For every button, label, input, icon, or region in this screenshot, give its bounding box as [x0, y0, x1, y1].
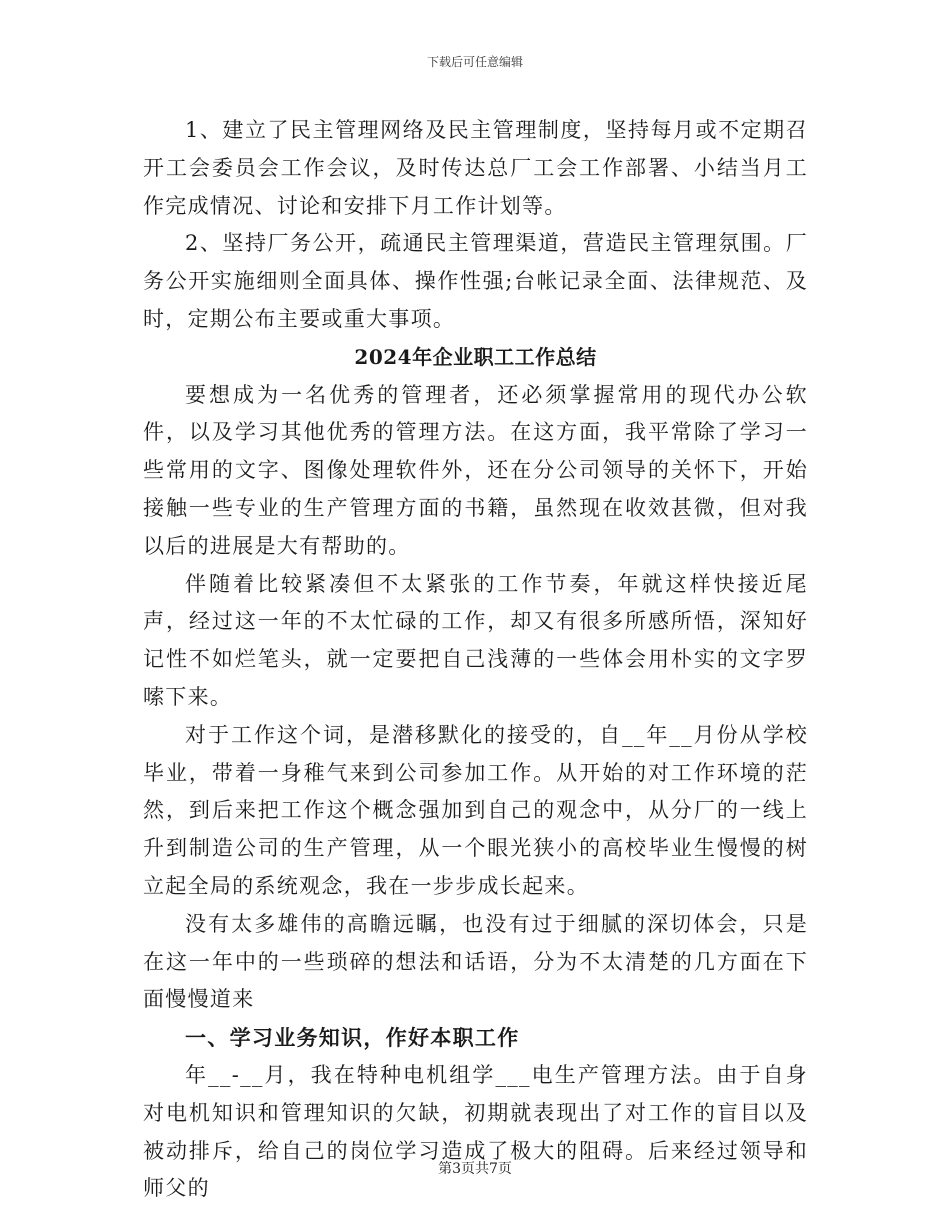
- paragraph-3: 要想成为一名优秀的管理者，还必须掌握常用的现代办公软件，以及学习其他优秀的管理方法。在这方面，我平常除了学习一些常用的文字、图像处理软件外，还在分公司领导的关怀下，开始接触一些专业的生产管理方面的书籍，虽然现在收效甚微，但对我以后的进展是大有帮助的。: [143, 382, 808, 558]
- paragraph-1: 1、建立了民主管理网络及民主管理制度，坚持每月或不定期召开工会委员会工作会议，及时传达总厂工会工作部署、小结当月工作完成情况、讨论和安排下月工作计划等。: [143, 118, 808, 218]
- paragraph-6: 没有太多雄伟的高瞻远瞩，也没有过于细腻的深切体会，只是在这一年中的一些琐碎的想法和话语，分为不太清楚的几方面在下面慢慢道来: [143, 911, 808, 1012]
- section-heading-1: 一、学习业务知识，作好本职工作: [185, 1025, 520, 1051]
- document-title: 2024年企业职工工作总结: [354, 344, 597, 369]
- page-header: 下载后可任意编辑: [426, 55, 523, 69]
- document-body: [143, 112, 808, 1208]
- paragraph-4: 伴随着比较紧凑但不太紧张的工作节奏，年就这样快接近尾声，经过这一年的不太忙碌的工作，却又有很多所感所悟，深知好记性不如烂笔头，就一定要把自己浅薄的一些体会用朴实的文字罗嗦下来。: [143, 571, 808, 709]
- paragraph-2: 2、坚持厂务公开，疏通民主管理渠道，营造民主管理氛围。厂务公开实施细则全面具体、操作性强;台帐记录全面、法律规范、及时，定期公布主要或重大事项。: [143, 231, 808, 331]
- paragraph-7: 年__-__月，我在特种电机组学___电生产管理方法。由于自身对电机知识和管理知识的欠缺，初期就表现出了对工作的盲目以及被动排斥，给自己的岗位学习造成了极大的阻碍。后来经过领导和师父的: [143, 1062, 808, 1201]
- paragraph-5: 对于工作这个词，是潜移默化的接受的，自__年__月份从学校毕业，带着一身稚气来到公司参加工作。从开始的对工作环境的茫然，到后来把工作这个概念强加到自己的观念中，从分厂的一线上升到制造公司的生产管理，从一个眼光狭小的高校毕业生慢慢的树立起全局的系统观念，我在一步步成长起来。: [143, 722, 808, 898]
- page-number: 第3页共7页: [438, 1161, 512, 1177]
